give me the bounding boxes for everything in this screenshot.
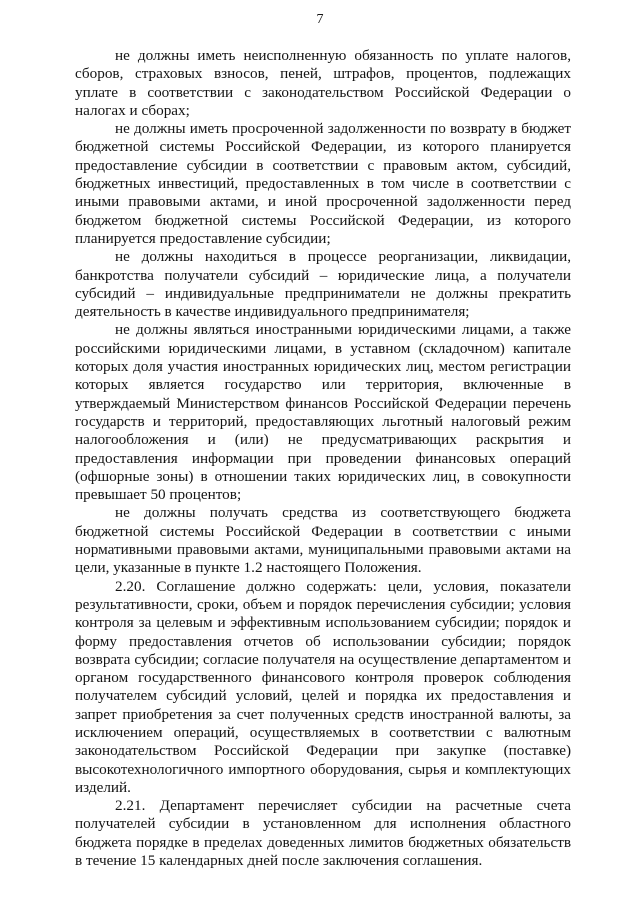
paragraph-2-20-agreement: 2.20. Соглашение должно содержать: цели, условия, показатели результативности, сроки, объем и порядок перечисления субсидии; условия контроля за целевым и эффективным использованием субсидии; порядок и форму предоставления отчетов об использовании субсидии; порядок возврата субсидии; согласие получателя на осуществление департаментом и органом государственного финансового контроля проверок соблюдения получателем субсидий условий, целей и порядка их предоставления и запрет приобретения за счет полученных средств иностранной валюты, за исключением операций, осуществляемых в соответствии с валютным законодательством Российской Федерации при закупке (поставке) высокотехнологичного импортного оборудования, сырья и комплектующих изделий. [75, 577, 571, 796]
document-body [75, 47, 571, 870]
paragraph-overdue-debt: не должны иметь просроченной задолженности по возврату в бюджет бюджетной системы Российской Федерации, из которого планируется предоставление субсидии в соответствии с правовым актом, субсидий, бюджетных инвестиций, предоставленных в том числе в соответствии с иными правовыми актами, и иной просроченной задолженности перед бюджетом бюджетной системы Российской Федерации, из которого планируется предоставление субсидии; [75, 120, 571, 247]
paragraph-other-funding: не должны получать средства из соответствующего бюджета бюджетной системы Российской Федерации в соответствии с иными нормативными правовыми актами, муниципальными правовыми актами на цели, указанные в пункте 1.2 настоящего Положения. [75, 504, 571, 577]
paragraph-foreign-entities: не должны являться иностранными юридическими лицами, а также российскими юридическими лицами, в уставном (складочном) капитале которых доля участия иностранных юридических лиц, местом регистрации которых является государство или территория, включенные в утверждаемый Министерством финансов Российской Федерации перечень государств и территорий, предоставляющих льготный налоговый режим налогообложения и (или) не предусматривающих раскрытия и предоставления информации при проведении финансовых операций (офшорные зоны) в отношении таких юридических лиц, в совокупности превышает 50 процентов; [75, 321, 571, 504]
page-number: 7 [316, 12, 324, 27]
paragraph-2-21-transfer: 2.21. Департамент перечисляет субсидии на расчетные счета получателей субсидии в установленном для исполнения областного бюджета порядке в пределах доведенных лимитов бюджетных обязательств в течение 15 календарных дней после заключения соглашения. [75, 797, 571, 870]
paragraph-reorganization: не должны находиться в процессе реорганизации, ликвидации, банкротства получатели субсидий – юридические лица, а получатели субсидий – индивидуальные предприниматели не должны прекратить деятельность в качестве индивидуального предпринимателя; [75, 248, 571, 321]
paragraph-tax-obligations: не должны иметь неисполненную обязанность по уплате налогов, сборов, страховых взносов, пеней, штрафов, процентов, подлежащих уплате в соответствии с законодательством Российской Федерации о налогах и сборах; [75, 47, 571, 119]
